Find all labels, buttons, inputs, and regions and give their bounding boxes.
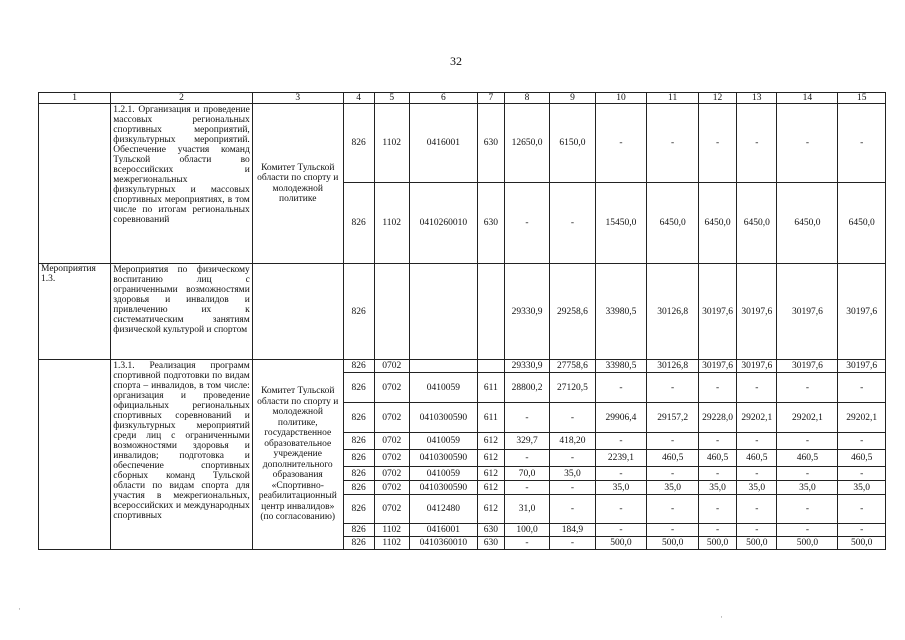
table-cell: 612	[477, 433, 504, 450]
table-cell: -	[550, 495, 595, 524]
table-cell: -	[550, 183, 595, 264]
table-cell: 500,0	[595, 537, 647, 550]
table-cell: -	[550, 403, 595, 433]
table-cell: 630	[477, 537, 504, 550]
table-cell: 1102	[374, 524, 409, 537]
table-cell: 826	[343, 433, 374, 450]
table-cell: 630	[477, 524, 504, 537]
table-row	[39, 264, 886, 360]
table-cell	[39, 360, 111, 550]
table-cell: 6450,0	[838, 183, 886, 264]
table-cell: 6450,0	[737, 183, 777, 264]
table-cell: 826	[343, 403, 374, 433]
table-cell: 329,7	[504, 433, 549, 450]
table-cell	[409, 264, 477, 360]
executor-cell: Комитет Тульской области по спорту и молодежной политике	[252, 104, 343, 264]
table-cell: 612	[477, 467, 504, 481]
column-header: 2	[111, 93, 253, 104]
table-row	[39, 360, 886, 373]
table-cell	[39, 104, 111, 264]
column-header: 12	[698, 93, 736, 104]
table-cell: 0702	[374, 495, 409, 524]
table-cell: 500,0	[698, 537, 736, 550]
table-cell: 630	[477, 104, 504, 183]
table-cell: 29157,2	[647, 403, 699, 433]
column-header: 15	[838, 93, 886, 104]
table-cell: -	[838, 433, 886, 450]
scan-artifact-dot: ·	[18, 604, 21, 614]
table-cell: 0410300590	[409, 481, 477, 495]
table-cell: 0416001	[409, 104, 477, 183]
table-cell: 27758,6	[550, 360, 595, 373]
table-cell: -	[698, 495, 736, 524]
column-header: 5	[374, 93, 409, 104]
table-cell: 6450,0	[777, 183, 838, 264]
table-cell: 0702	[374, 433, 409, 450]
column-header: 7	[477, 93, 504, 104]
column-header: 10	[595, 93, 647, 104]
table-cell	[477, 264, 504, 360]
table-cell: 0702	[374, 450, 409, 467]
table-cell: 0702	[374, 360, 409, 373]
column-header: 1	[39, 93, 111, 104]
executor-cell	[252, 264, 343, 360]
table-cell: 29202,1	[777, 403, 838, 433]
activity-description: 1.3.1. Реализация программ спортивной подготовки по видам спорта – инвалидов, в том числе: организация и проведение официальных региональных спортивных соревнований и физкультурных мероприятий среди лиц с ограниченными возможностями здоровья и инвалидов; подготовка и обеспечение спортивных сборных команд Тульской области по видам спорта для участия в межрегиональных, всероссийских и международных спортивных	[111, 360, 253, 550]
table-cell: 28800,2	[504, 373, 549, 403]
table-cell: -	[698, 467, 736, 481]
table-cell: -	[595, 104, 647, 183]
table-cell: 826	[343, 183, 374, 264]
table-cell: 0410300590	[409, 403, 477, 433]
activity-description: Мероприятия по физическому воспитанию лиц с ограниченными возможностями здоровья и инвалидов и привлечению их к систематическим занятиям физической культурой и спортом	[111, 264, 253, 360]
table-cell: -	[647, 373, 699, 403]
column-header: 6	[409, 93, 477, 104]
table-cell: 30197,6	[838, 264, 886, 360]
table-cell: -	[595, 433, 647, 450]
table-cell: -	[647, 524, 699, 537]
table-cell: 33980,5	[595, 264, 647, 360]
table-cell: -	[737, 495, 777, 524]
table-cell: -	[550, 537, 595, 550]
table-row	[39, 104, 886, 183]
scan-artifact-dot: ·	[720, 612, 723, 622]
table-cell: -	[504, 403, 549, 433]
table-cell: -	[777, 467, 838, 481]
table-cell: 35,0	[550, 467, 595, 481]
table-cell: 826	[343, 104, 374, 183]
column-header: 8	[504, 93, 549, 104]
table-cell: 0702	[374, 373, 409, 403]
table-cell: 460,5	[698, 450, 736, 467]
table-cell: 30197,6	[777, 264, 838, 360]
table-cell: 0702	[374, 403, 409, 433]
table-cell: -	[698, 433, 736, 450]
table-cell: -	[838, 467, 886, 481]
table-cell: 500,0	[647, 537, 699, 550]
table-cell: 418,20	[550, 433, 595, 450]
table-cell: 500,0	[838, 537, 886, 550]
table-cell: -	[647, 495, 699, 524]
table-cell: 826	[343, 373, 374, 403]
table-cell: 29202,1	[737, 403, 777, 433]
table-cell: 30126,8	[647, 360, 699, 373]
table-cell: -	[737, 104, 777, 183]
table-cell: 0410300590	[409, 450, 477, 467]
table-cell: 12650,0	[504, 104, 549, 183]
table-cell: 500,0	[777, 537, 838, 550]
table-cell: -	[595, 524, 647, 537]
table-cell: 29330,9	[504, 264, 549, 360]
column-header: 3	[252, 93, 343, 104]
table-cell: 31,0	[504, 495, 549, 524]
table-cell: 35,0	[838, 481, 886, 495]
table-cell: 826	[343, 537, 374, 550]
table-cell: 100,0	[504, 524, 549, 537]
table-cell: -	[737, 373, 777, 403]
table-cell: -	[838, 373, 886, 403]
table-cell: 460,5	[838, 450, 886, 467]
table-cell: 612	[477, 495, 504, 524]
table-cell: -	[647, 433, 699, 450]
column-header: 14	[777, 93, 838, 104]
table-cell: 6150,0	[550, 104, 595, 183]
table-cell: 0412480	[409, 495, 477, 524]
table-cell: 0702	[374, 481, 409, 495]
table-cell: -	[595, 373, 647, 403]
table-cell: 612	[477, 481, 504, 495]
column-header: 4	[343, 93, 374, 104]
table-cell: -	[777, 495, 838, 524]
page-number: 32	[450, 54, 462, 68]
table-cell: 33980,5	[595, 360, 647, 373]
table-cell: 460,5	[647, 450, 699, 467]
table-cell: 29906,4	[595, 403, 647, 433]
table-cell	[409, 360, 477, 373]
table-cell: -	[550, 450, 595, 467]
table-cell: -	[698, 104, 736, 183]
table-cell: 630	[477, 183, 504, 264]
activity-label: Мероприятия 1.3.	[39, 264, 111, 360]
table-cell	[374, 264, 409, 360]
table-cell: -	[504, 183, 549, 264]
table-cell: 612	[477, 450, 504, 467]
table-cell: 0410059	[409, 433, 477, 450]
table-cell: 1102	[374, 183, 409, 264]
table-cell: -	[777, 433, 838, 450]
table-cell: -	[698, 524, 736, 537]
table-cell: 0410059	[409, 373, 477, 403]
table-cell: -	[737, 433, 777, 450]
table-cell: 460,5	[777, 450, 838, 467]
table-cell: 826	[343, 495, 374, 524]
budget-table	[38, 92, 886, 550]
table-cell: 30197,6	[838, 360, 886, 373]
table-cell: 0410260010	[409, 183, 477, 264]
table-cell: 826	[343, 264, 374, 360]
table-cell: 15450,0	[595, 183, 647, 264]
column-header: 11	[647, 93, 699, 104]
table-cell: 0410360010	[409, 537, 477, 550]
table-cell: 611	[477, 403, 504, 433]
table-cell: -	[838, 104, 886, 183]
table-cell: -	[550, 481, 595, 495]
table-cell: 460,5	[737, 450, 777, 467]
table-cell: -	[777, 373, 838, 403]
table-cell: 826	[343, 360, 374, 373]
table-cell: -	[838, 495, 886, 524]
table-cell: -	[504, 481, 549, 495]
table-cell: 826	[343, 524, 374, 537]
table-cell: 500,0	[737, 537, 777, 550]
table-cell: 35,0	[737, 481, 777, 495]
table-cell: 30197,6	[737, 360, 777, 373]
column-header: 9	[550, 93, 595, 104]
executor-cell: Комитет Тульской области по спорту и молодежной политике, государственное образовательное учреждение дополнительного образования «Спортивно-реабилитационный центр инвалидов» (по согласованию)	[252, 360, 343, 550]
table-cell: 0416001	[409, 524, 477, 537]
table-cell: 35,0	[647, 481, 699, 495]
table-cell: -	[595, 495, 647, 524]
table-cell: -	[647, 467, 699, 481]
table-cell: 30197,6	[737, 264, 777, 360]
table-cell: -	[647, 104, 699, 183]
table-cell: 6450,0	[647, 183, 699, 264]
table-cell: -	[698, 373, 736, 403]
table-cell: 0410059	[409, 467, 477, 481]
table-cell: -	[838, 524, 886, 537]
table-cell: -	[595, 467, 647, 481]
table-cell: 35,0	[698, 481, 736, 495]
table-cell: -	[504, 450, 549, 467]
header-row	[39, 93, 886, 104]
table-cell: 70,0	[504, 467, 549, 481]
table-cell: 611	[477, 373, 504, 403]
table-cell: 1102	[374, 104, 409, 183]
table-cell: -	[737, 524, 777, 537]
table-cell: 30197,6	[698, 264, 736, 360]
activity-description: 1.2.1. Организация и проведение массовых региональных спортивных мероприятий, физкультурных мероприятий. Обеспечение участия команд Тульской области во всероссийских и межрегиональных физкультурных и массовых спортивных мероприятиях, в том числе по итогам региональных соревнований	[111, 104, 253, 264]
table-cell: -	[777, 524, 838, 537]
table-cell: 29258,6	[550, 264, 595, 360]
table-cell: 30126,8	[647, 264, 699, 360]
table-cell: 6450,0	[698, 183, 736, 264]
table-cell: 27120,5	[550, 373, 595, 403]
table-cell: 29202,1	[838, 403, 886, 433]
table-cell: 0702	[374, 467, 409, 481]
table-cell: 35,0	[595, 481, 647, 495]
table-cell: 2239,1	[595, 450, 647, 467]
table-cell: 826	[343, 450, 374, 467]
table-cell: 29228,0	[698, 403, 736, 433]
table-cell: -	[737, 467, 777, 481]
table-cell: 826	[343, 481, 374, 495]
table-cell: -	[777, 104, 838, 183]
table-cell: 30197,6	[698, 360, 736, 373]
table-cell: 29330,9	[504, 360, 549, 373]
column-header: 13	[737, 93, 777, 104]
table-cell: 184,9	[550, 524, 595, 537]
table-cell: 30197,6	[777, 360, 838, 373]
table-cell: 35,0	[777, 481, 838, 495]
table-cell: 826	[343, 467, 374, 481]
table-cell	[477, 360, 504, 373]
table-cell: -	[504, 537, 549, 550]
table-cell: 1102	[374, 537, 409, 550]
